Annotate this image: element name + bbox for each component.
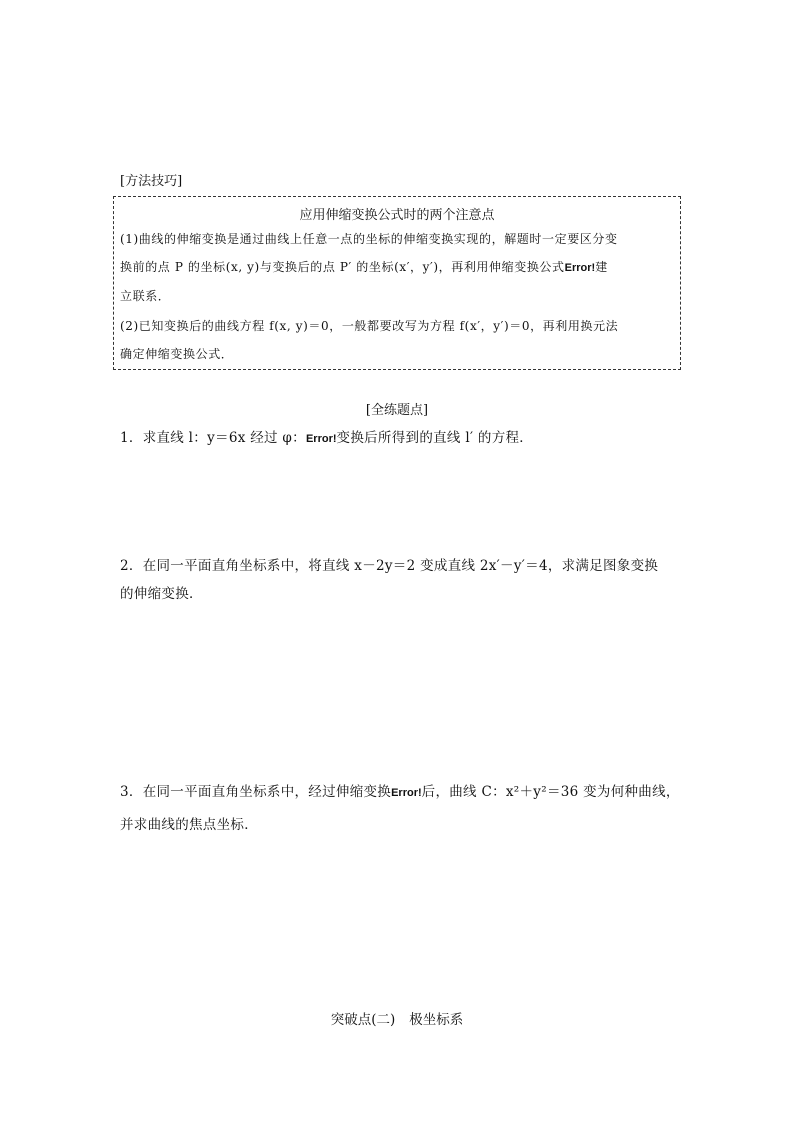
question-1-text: 1．求直线 l：y＝6x 经过 φ： <box>120 430 306 446</box>
box-line-2-text: 换前的点 P 的坐标(x, y)与变换后的点 P′ 的坐标(x′，y′)，再利用伸缩变换公式 <box>120 260 565 274</box>
method-heading: [方法技巧] <box>120 174 183 189</box>
question-3-line-2: 并求曲线的焦点坐标． <box>120 817 258 833</box>
question-1-tail: 变换后所得到的直线 l′ 的方程． <box>336 430 534 446</box>
section-title-part-1: 突破点(二) <box>330 1012 396 1028</box>
box-line-2-tail: 建 <box>595 260 608 274</box>
question-2-text: 2．在同一平面直角坐标系中，将直线 x－2y＝2 变成直线 2x′－y′＝4，求满足图象变换 <box>120 558 659 574</box>
question-2 <box>120 554 658 574</box>
practice-heading: [全练题点] <box>365 403 429 418</box>
section-title <box>0 1008 794 1028</box>
box-line-1 <box>120 230 676 247</box>
box-line-2 <box>120 258 676 275</box>
box-line-3 <box>120 287 676 304</box>
question-3 <box>120 780 680 800</box>
question-2-line-2: 的伸缩变换． <box>120 586 203 602</box>
question-3-tail: 后，曲线 C：x²＋y²＝36 变为何种曲线， <box>421 784 680 800</box>
box-line-5 <box>120 345 676 362</box>
error-placeholder: Error! <box>391 787 422 799</box>
error-placeholder: Error! <box>305 433 337 445</box>
box-line-4-text: (2)已知变换后的曲线方程 f(x, y)＝0，一般都要改写为方程 f(x′，y′)＝0，再利用换元法 <box>120 319 619 333</box>
box-line-5-text: 确定伸缩变换公式． <box>120 347 234 361</box>
method-tip-box <box>113 196 681 370</box>
box-line-3-text: 立联系． <box>120 289 171 303</box>
section-title-part-2: 极坐标系 <box>409 1012 464 1028</box>
box-title: 应用伸缩变换公式时的两个注意点 <box>299 208 495 223</box>
box-line-1-text: (1)曲线的伸缩变换是通过曲线上任意一点的坐标的伸缩变换实现的，解题时一定要区分变 <box>120 232 618 246</box>
box-line-4 <box>120 317 676 334</box>
question-1 <box>120 426 533 446</box>
question-3-text: 3．在同一平面直角坐标系中，经过伸缩变换 <box>120 784 392 800</box>
error-placeholder: Error! <box>564 262 596 274</box>
